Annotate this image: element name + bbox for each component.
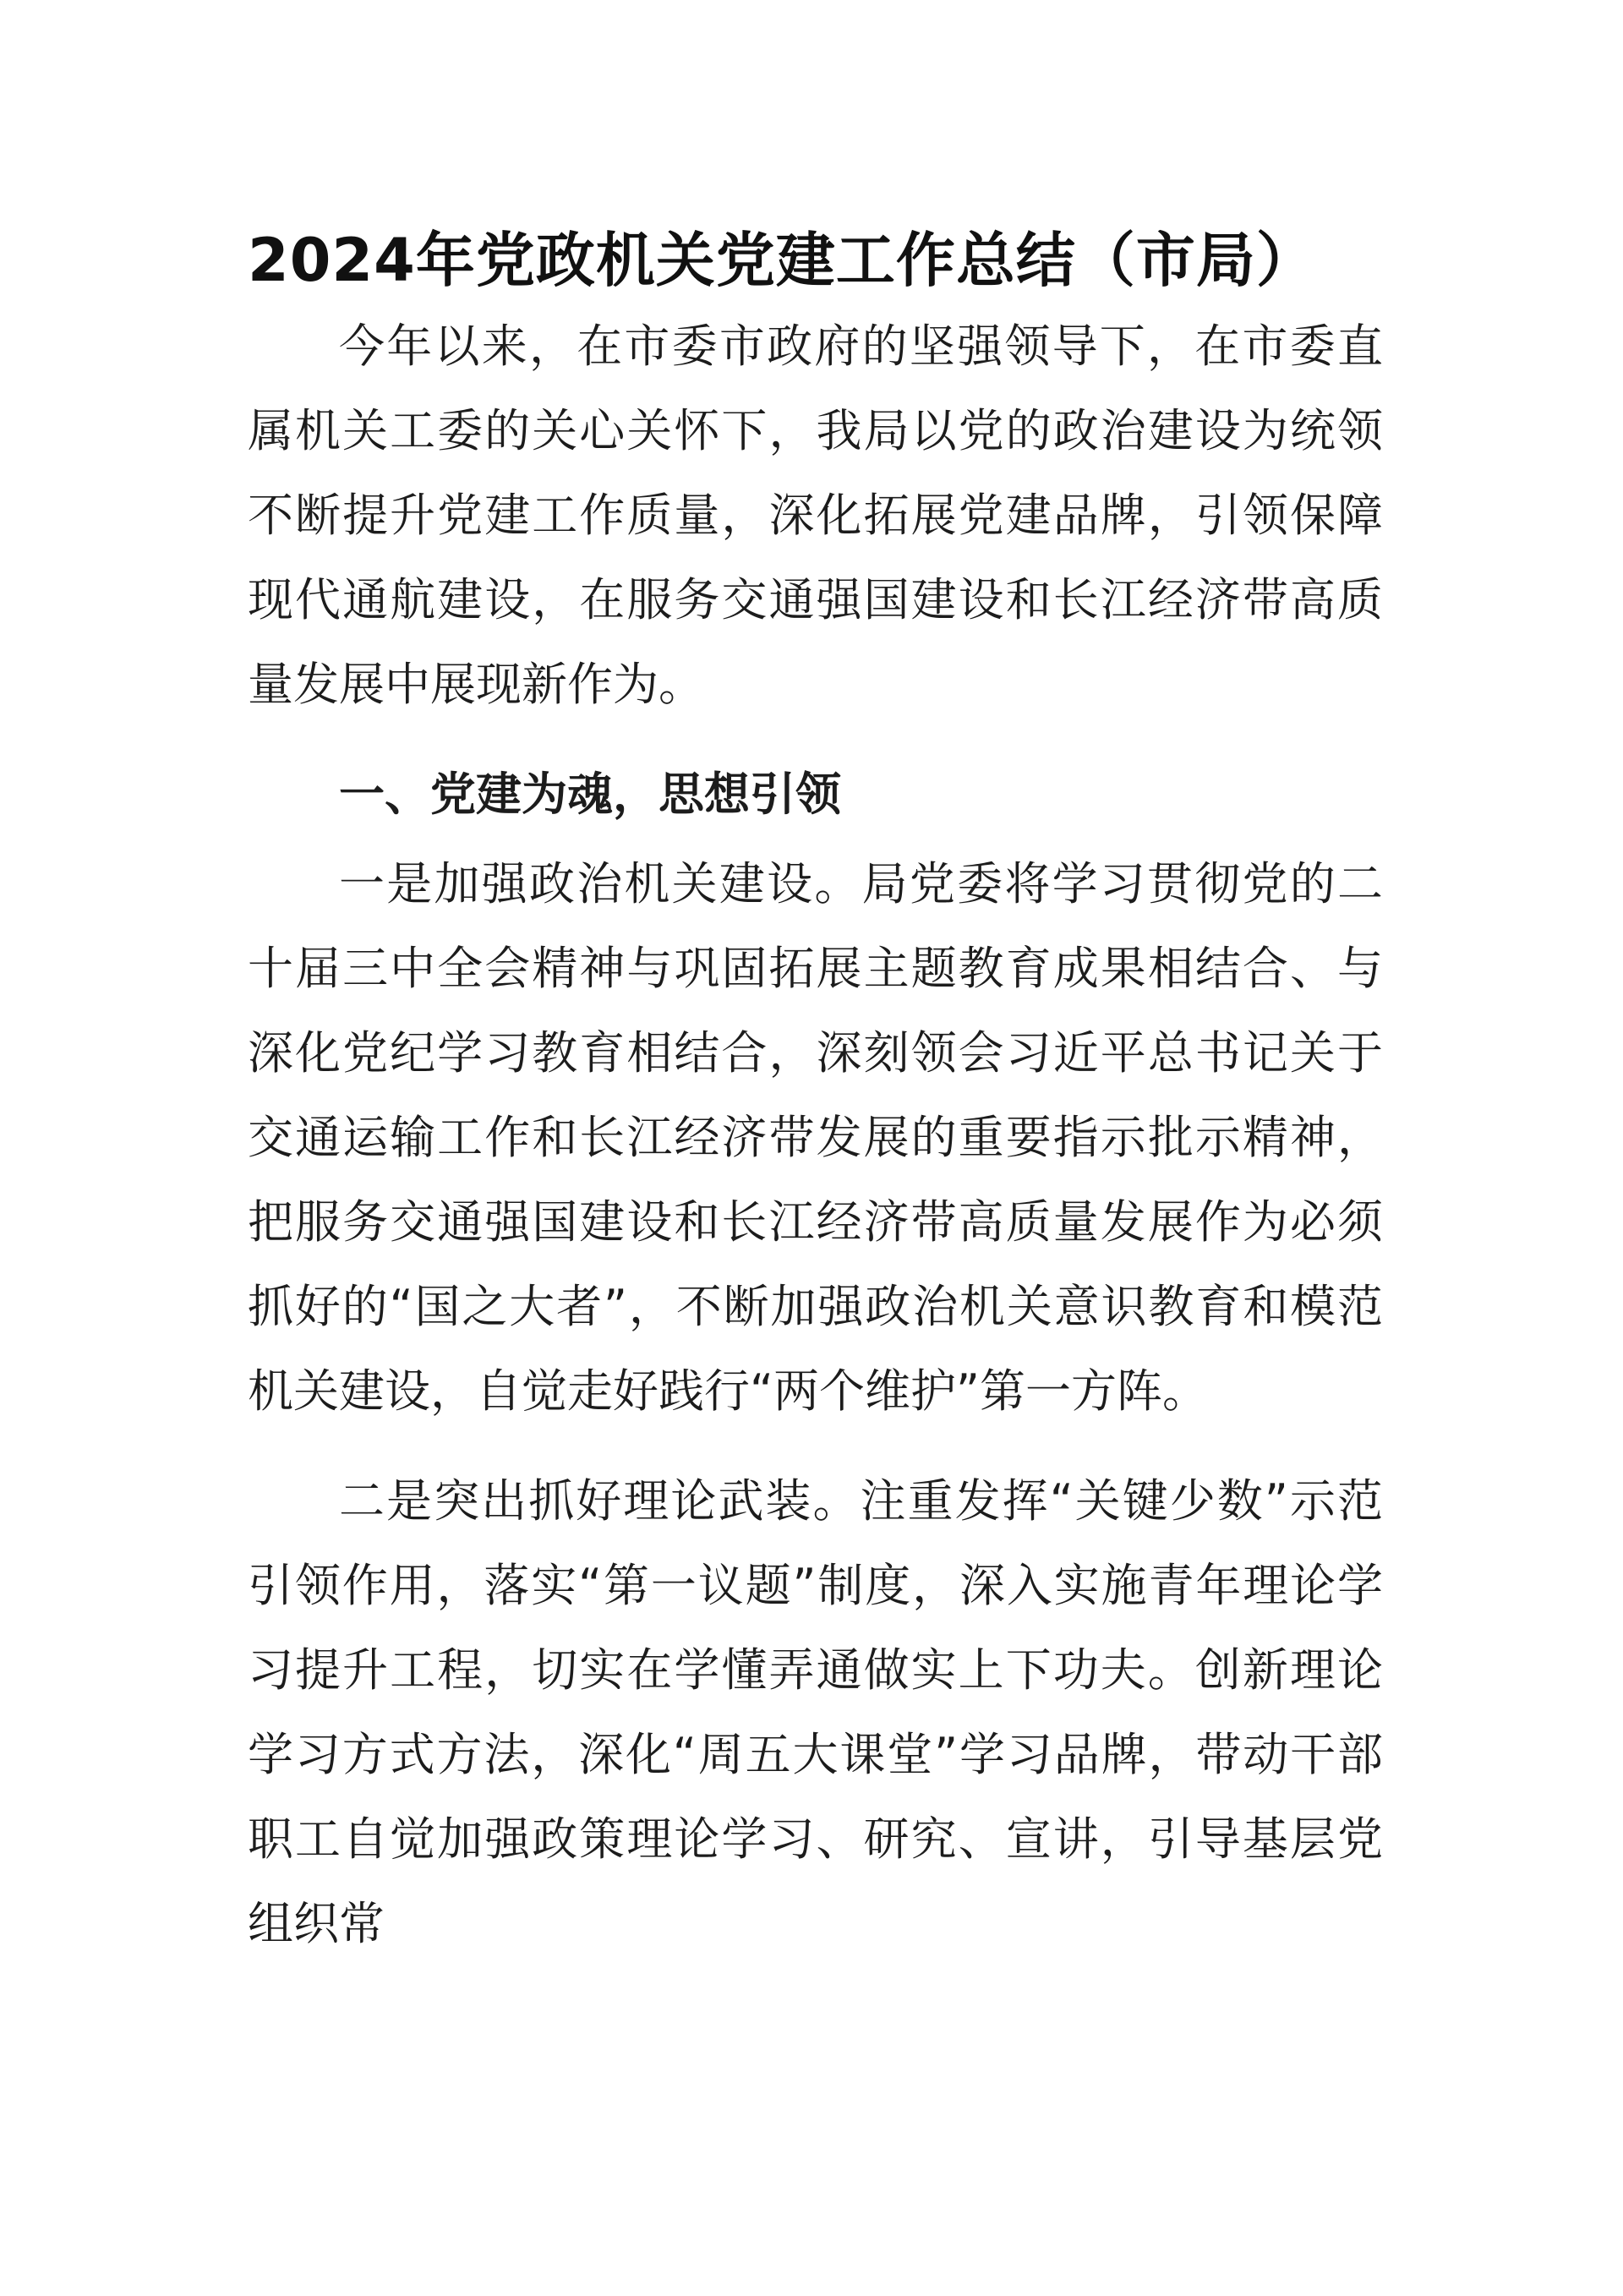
body-paragraph: 一是加强政治机关建设。局党委将学习贯彻党的二十届三中全会精神与巩固拓展主题教育成果相结合、与深化党纪学习教育相结合，深刻领会习近平总书记关于交通运输工作和长江经济带发展的重要指示批示精神，把服务交通强国建设和长江经济带高质量发展作为必须抓好的“国之大者”，不断加强政治机关意识教育和模范机关建设，自觉走好践行“两个维护”第一方阵。	[248, 857, 1383, 1418]
document-body	[248, 304, 1383, 1992]
body-paragraph: 二是突出抓好理论武装。注重发挥“关键少数”示范引领作用，落实“第一议题”制度，深入实施青年理论学习提升工程，切实在学懂弄通做实上下功夫。创新理论学习方式方法，深化“周五大课堂”学习品牌，带动干部职工自觉加强政策理论学习、研究、宣讲，引导基层党组织常	[248, 1474, 1383, 1950]
document-title: 2024年党政机关党建工作总结（市局）	[248, 226, 1316, 295]
intro-paragraph: 今年以来，在市委市政府的坚强领导下，在市委直属机关工委的关心关怀下，我局以党的政治建设为统领不断提升党建工作质量，深化拓展党建品牌，引领保障现代通航建设，在服务交通强国建设和长江经济带高质量发展中展现新作为。	[248, 320, 1383, 711]
section-heading: 一、党建为魂，思想引领	[339, 768, 841, 821]
